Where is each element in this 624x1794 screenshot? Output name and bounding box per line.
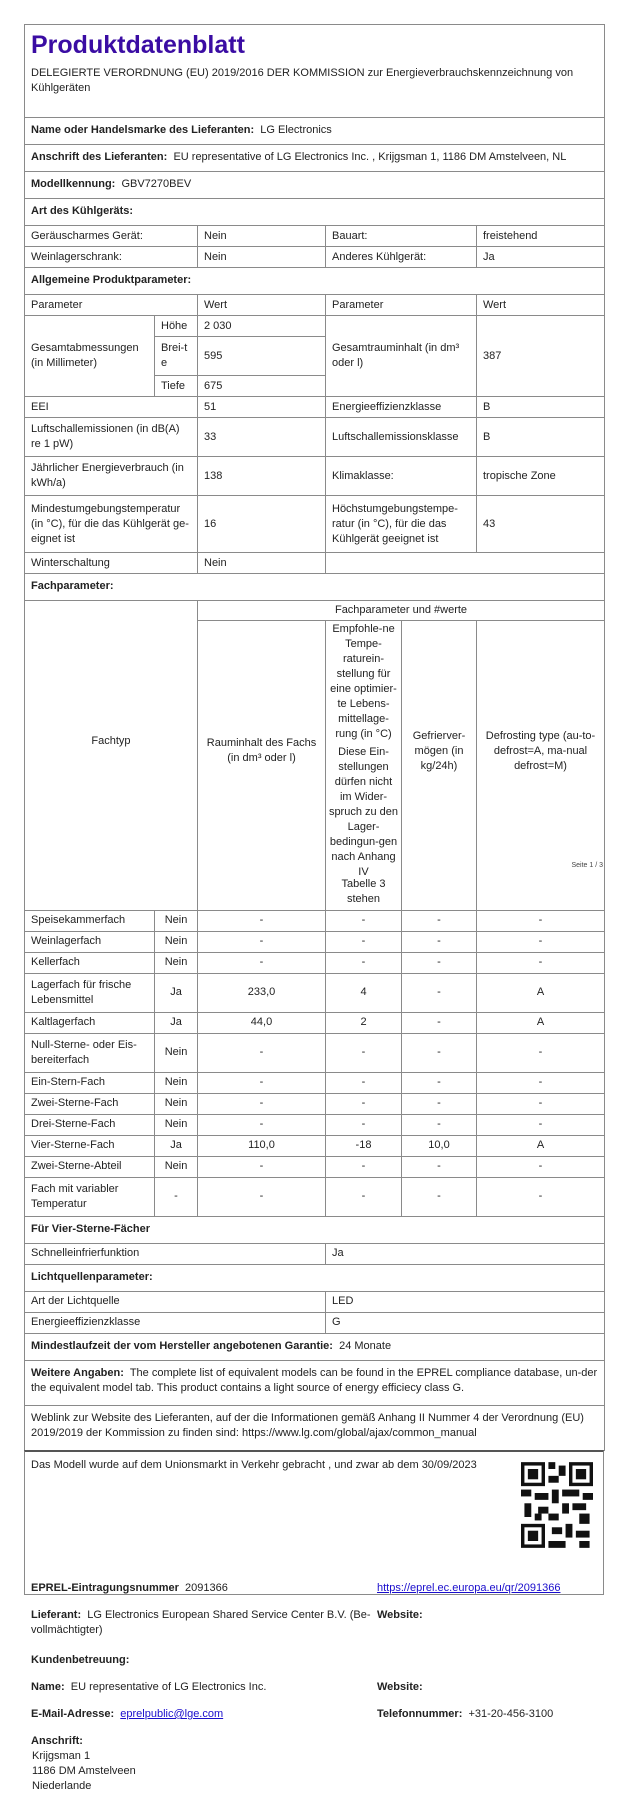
supplier-value: LG Electronics <box>260 124 332 136</box>
cell: Ja <box>477 247 605 268</box>
compartment-volume: - <box>198 1072 326 1093</box>
cell: Winterschaltung <box>25 553 198 574</box>
name-label: Name: <box>31 1681 65 1693</box>
market-date-text: Das Modell wurde auf dem Unionsmarkt in Verkehr gebracht , und zwar ab dem 30/09/2023 <box>31 1459 477 1471</box>
cell: LED <box>326 1291 605 1312</box>
compartment-temperature: - <box>326 1114 402 1135</box>
further-label: Weitere Angaben: <box>31 1366 124 1379</box>
weblink-text: Weblink zur Website des Lieferanten, auf der die Informationen gemäß Anhang II Nummer 4 der Verordnung (EU) 2019/2019 der Kommission zu finden sind: https://www.lg.com/global/ajax/common_manual <box>25 1405 605 1450</box>
cell: 16 <box>198 496 326 553</box>
cell: 43 <box>477 496 605 553</box>
compartment-defrost-type: A <box>477 1012 605 1033</box>
compartment-type: Ein-Stern-Fach <box>25 1072 155 1093</box>
compartment-freezing-capacity: 10,0 <box>402 1135 477 1156</box>
compartment-defrost-type: - <box>477 1114 605 1135</box>
warranty-value: 24 Monate <box>339 1339 392 1352</box>
compartment-type: Lagerfach für frische Lebensmittel <box>25 973 155 1012</box>
compartment-freezing-capacity: - <box>402 1033 477 1072</box>
compartment-type: Zwei-Sterne-Fach <box>25 1093 155 1114</box>
eprel-value: 2091366 <box>185 1582 228 1594</box>
email-label: E-Mail-Adresse: <box>31 1708 115 1720</box>
cell: Luftschallemissionsklasse <box>326 418 477 457</box>
general-heading: Allgemeine Produktparameter: <box>25 268 605 295</box>
compartment-defrost-type: - <box>477 910 605 931</box>
compartment-temperature: - <box>326 931 402 952</box>
footer-section <box>24 1450 604 1792</box>
compartment-freezing-capacity: - <box>402 1012 477 1033</box>
col-freeze-header: Gefrierver-mögen (in kg/24h) <box>402 621 477 882</box>
address-value: EU representative of LG Electronics Inc. , Krijgsman 1, 1186 DM Amstelveen, NL <box>173 151 567 163</box>
compartment-volume: 233,0 <box>198 973 326 1012</box>
page-title: Produktdatenblatt <box>31 31 245 59</box>
compartment-temperature: 4 <box>326 973 402 1012</box>
empty-cell <box>326 553 605 574</box>
cell: freistehend <box>477 226 605 247</box>
compartment-row <box>25 1177 605 1216</box>
website-label: Website: <box>377 1609 423 1621</box>
further-value: The complete list of equivalent models can be found in the EPREL compliance database, un-der the equivalent model tab. This product contains a light source of energy efficiecy class G. <box>31 1366 598 1394</box>
product-data-table-part1 <box>24 24 605 881</box>
compartment-present: Nein <box>155 1093 198 1114</box>
compartment-defrost-type: - <box>477 952 605 973</box>
compartment-present: Nein <box>155 931 198 952</box>
compartment-present: Nein <box>155 1072 198 1093</box>
cell: Ja <box>326 1243 605 1264</box>
cell: Art der Lichtquelle <box>25 1291 326 1312</box>
cell: Bauart: <box>326 226 477 247</box>
type-row <box>25 226 605 247</box>
compartment-row <box>25 931 605 952</box>
supplier-label: Name oder Handelsmarke des Lieferanten: <box>31 124 255 136</box>
compartment-temperature: - <box>326 1156 402 1177</box>
cell: 51 <box>198 397 326 418</box>
compartment-present: Nein <box>155 952 198 973</box>
compartment-row <box>25 952 605 973</box>
compartment-temperature: - <box>326 1033 402 1072</box>
compartment-temperature: - <box>326 1072 402 1093</box>
col-temp-header <box>326 621 402 882</box>
compartment-row <box>25 1012 605 1033</box>
cell: Nein <box>198 247 326 268</box>
width-value: 595 <box>198 337 326 376</box>
four-star-heading: Für Vier-Sterne-Fächer <box>25 1216 605 1243</box>
light-row <box>25 1312 605 1333</box>
compartment-row <box>25 1156 605 1177</box>
compartment-type: Speisekammerfach <box>25 910 155 931</box>
compartment-volume: - <box>198 1093 326 1114</box>
compartment-volume: 110,0 <box>198 1135 326 1156</box>
cell: Energieeffizienzklasse <box>326 397 477 418</box>
compartment-freezing-capacity: - <box>402 973 477 1012</box>
supplier-footer-label: Lieferant: <box>31 1609 82 1621</box>
compartment-temperature: 2 <box>326 1012 402 1033</box>
general-row <box>25 457 605 496</box>
general-header-row <box>25 295 605 316</box>
compartment-volume: - <box>198 1156 326 1177</box>
compartment-temperature: -18 <box>326 1135 402 1156</box>
volume-label: Gesamtrauminhalt (in dm³ oder l) <box>326 316 477 397</box>
height-value: 2 030 <box>198 316 326 337</box>
warranty-label: Mindestlaufzeit der vom Hersteller angebotenen Garantie: <box>31 1339 333 1352</box>
compartment-present: Nein <box>155 910 198 931</box>
compartment-defrost-type: - <box>477 1072 605 1093</box>
eprel-label: EPREL-Eintragungsnummer <box>31 1582 179 1594</box>
compartment-present: Nein <box>155 1114 198 1135</box>
compartment-present: - <box>155 1177 198 1216</box>
product-data-table-part2 <box>24 874 605 1451</box>
col-type-header: Fachtyp <box>25 601 198 882</box>
depth-label: Tiefe <box>155 376 198 397</box>
compartment-present: Ja <box>155 973 198 1012</box>
compartment-defrost-type: A <box>477 973 605 1012</box>
compartment-row <box>25 1114 605 1135</box>
cell: 138 <box>198 457 326 496</box>
compartment-defrost-type: - <box>477 931 605 952</box>
compartment-type: Null-Sterne- oder Eis-bereiterfach <box>25 1033 155 1072</box>
address-line: 1186 DM Amstelveen <box>32 1765 136 1777</box>
regulation-subtitle: DELEGIERTE VERORDNUNG (EU) 2019/2016 DER KOMMISSION zur Energieverbrauchskennzeichnung von Kühlgeräten <box>31 67 574 94</box>
cell: Höchstumgebungstempe-ratur (in °C), für die das Kühlgerät geeignet ist <box>326 496 477 553</box>
compartment-volume: - <box>198 910 326 931</box>
compartment-defrost-type: - <box>477 1177 605 1216</box>
website2-label: Website: <box>377 1681 423 1693</box>
compartment-present: Ja <box>155 1135 198 1156</box>
compartment-present: Nein <box>155 1033 198 1072</box>
header-cell: Wert <box>477 295 605 316</box>
compartment-freezing-capacity: - <box>402 1156 477 1177</box>
compartment-row <box>25 1135 605 1156</box>
header-cell: Parameter <box>326 295 477 316</box>
address-line: Krijgsman 1 <box>32 1750 91 1762</box>
compartment-freezing-capacity: - <box>402 1114 477 1135</box>
cell: Nein <box>198 226 326 247</box>
compartment-defrost-type: - <box>477 1156 605 1177</box>
compartment-freezing-capacity: - <box>402 910 477 931</box>
compartment-freezing-capacity: - <box>402 1177 477 1216</box>
compartment-row <box>25 1093 605 1114</box>
compartment-temperature: - <box>326 952 402 973</box>
page-number: Seite 1 / 3 <box>571 862 603 869</box>
cell: tropische Zone <box>477 457 605 496</box>
cell: Anderes Kühlgerät: <box>326 247 477 268</box>
model-label: Modellkennung: <box>31 178 116 190</box>
depth-value: 675 <box>198 376 326 397</box>
compartment-volume: - <box>198 1033 326 1072</box>
compartment-freezing-capacity: - <box>402 1093 477 1114</box>
col-volume-header: Rauminhalt des Fachs (in dm³ oder l) <box>198 621 326 882</box>
support-heading: Kundenbetreuung: <box>31 1654 130 1666</box>
compartment-temperature: - <box>326 910 402 931</box>
cell: Luftschallemissionen (in dB(A) re 1 pW) <box>25 418 198 457</box>
compartment-type: Zwei-Sterne-Abteil <box>25 1156 155 1177</box>
supplier-footer-value: LG Electronics European Shared Service Center B.V. (Be-vollmächtigter) <box>31 1609 371 1636</box>
compartment-defrost-type: - <box>477 1093 605 1114</box>
compartment-present: Ja <box>155 1012 198 1033</box>
header-cell: Wert <box>198 295 326 316</box>
compartment-row <box>25 1033 605 1072</box>
address-footer-label: Anschrift: <box>31 1735 83 1747</box>
col-temp-note: Diese Ein-stellungen dürfen nicht im Wider-spruch zu den Lager-bedingun-gen nach Anhang IV <box>328 746 399 878</box>
width-label: Brei-te <box>155 337 198 376</box>
group-header: Fachparameter und #werte <box>198 601 605 621</box>
phone-value: +31-20-456-3100 <box>468 1708 554 1720</box>
height-label: Höhe <box>155 316 198 337</box>
phone-label: Telefonnummer: <box>377 1708 463 1720</box>
cell: B <box>477 397 605 418</box>
cell: Geräuscharmes Gerät: <box>25 226 198 247</box>
fast-freeze-row <box>25 1243 605 1264</box>
compartment-type: Fach mit variabler Temperatur <box>25 1177 155 1216</box>
compartment-row <box>25 910 605 931</box>
compartment-freezing-capacity: - <box>402 1072 477 1093</box>
cell: Jährlicher Energieverbrauch (in kWh/a) <box>25 457 198 496</box>
light-heading: Lichtquellenparameter: <box>25 1264 605 1291</box>
cell: Mindestumgebungstemperatur (in °C), für die das Kühlgerät ge-eignet ist <box>25 496 198 553</box>
qr-code-icon[interactable] <box>521 1462 593 1548</box>
cell: Klimaklasse: <box>326 457 477 496</box>
email-link[interactable]: eprelpublic@lge.com <box>120 1708 224 1720</box>
compartment-freezing-capacity: - <box>402 931 477 952</box>
cell: EEI <box>25 397 198 418</box>
header-cell: Parameter <box>25 295 198 316</box>
compartment-volume: - <box>198 952 326 973</box>
cell: Nein <box>198 553 326 574</box>
col-defrost-header: Defrosting type (au-to-defrost=A, ma-nual defrost=M) <box>477 621 605 882</box>
general-row <box>25 496 605 553</box>
winter-row <box>25 553 605 574</box>
compartment-type: Weinlagerfach <box>25 931 155 952</box>
model-value: GBV7270BEV <box>121 178 192 190</box>
compartments-heading: Fachparameter: <box>25 574 605 601</box>
cell: Weinlagerschrank: <box>25 247 198 268</box>
cell: 33 <box>198 418 326 457</box>
dimensions-label: Gesamtabmessungen (in Millimeter) <box>25 316 155 397</box>
compartment-row <box>25 973 605 1012</box>
col-temp-note-cont: Tabelle 3 stehen <box>326 874 402 910</box>
compartment-temperature: - <box>326 1093 402 1114</box>
address-label: Anschrift des Lieferanten: <box>31 151 168 163</box>
name-value: EU representative of LG Electronics Inc. <box>70 1681 267 1693</box>
compartment-volume: - <box>198 931 326 952</box>
compartment-present: Nein <box>155 1156 198 1177</box>
light-row <box>25 1291 605 1312</box>
compartment-type: Kaltlagerfach <box>25 1012 155 1033</box>
compartment-type: Kellerfach <box>25 952 155 973</box>
cell: G <box>326 1312 605 1333</box>
col-temp-text: Empfohle-ne Tempe-raturein-stellung für eine optimier-te Lebens-mittellage-rung (in °C) <box>330 623 397 740</box>
general-row <box>25 397 605 418</box>
compartment-freezing-capacity: - <box>402 952 477 973</box>
compartment-volume: 44,0 <box>198 1012 326 1033</box>
cell: B <box>477 418 605 457</box>
compartment-row <box>25 1072 605 1093</box>
type-row <box>25 247 605 268</box>
address-line: Niederlande <box>32 1780 92 1792</box>
type-heading: Art des Kühlgeräts: <box>25 199 605 226</box>
compartment-defrost-type: A <box>477 1135 605 1156</box>
volume-value: 387 <box>477 316 605 397</box>
compartment-volume: - <box>198 1114 326 1135</box>
cell: Schnelleinfrierfunktion <box>25 1243 326 1264</box>
compartment-defrost-type: - <box>477 1033 605 1072</box>
compartment-type: Vier-Sterne-Fach <box>25 1135 155 1156</box>
compartment-type: Drei-Sterne-Fach <box>25 1114 155 1135</box>
compartment-volume: - <box>198 1177 326 1216</box>
eprel-link[interactable]: https://eprel.ec.europa.eu/qr/2091366 <box>377 1582 561 1594</box>
compartment-temperature: - <box>326 1177 402 1216</box>
cell: Energieeffizienzklasse <box>25 1312 326 1333</box>
general-row <box>25 418 605 457</box>
